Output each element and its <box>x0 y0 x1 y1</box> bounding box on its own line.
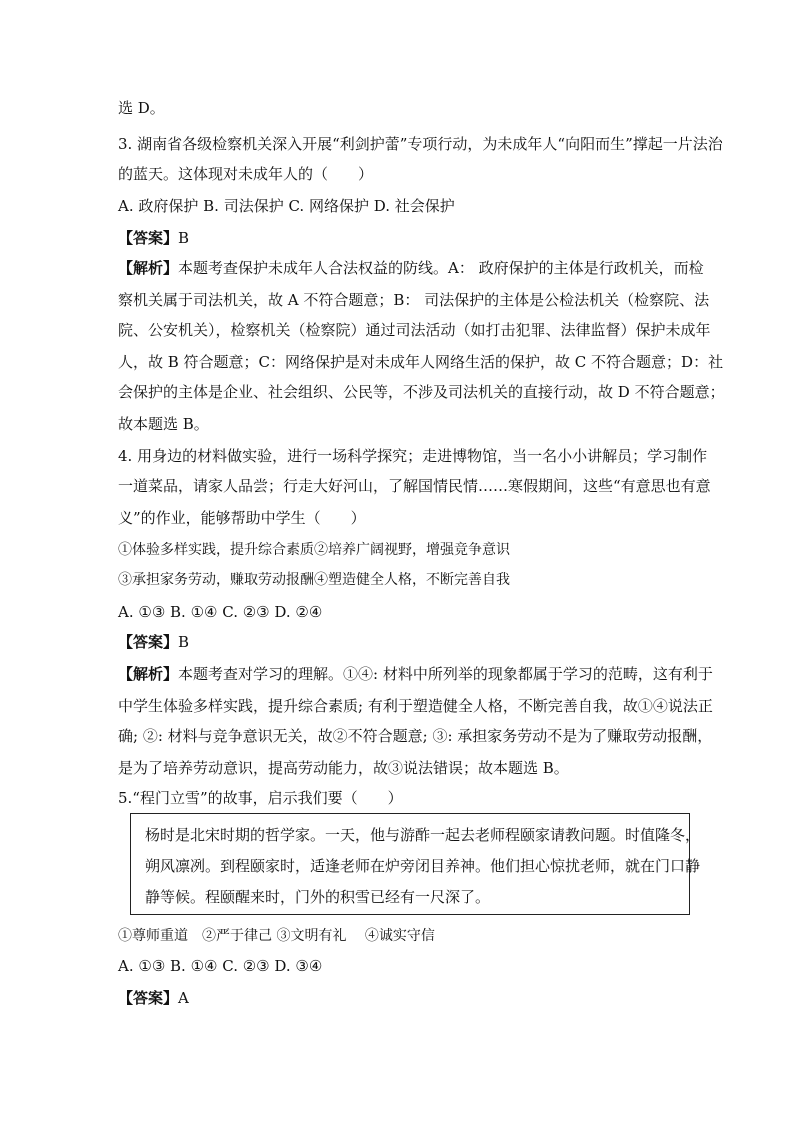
answer-tag: 【答案】 <box>118 989 179 1007</box>
material-line: 朔风凛冽。到程颐家时，适逢老师在炉旁闭目养神。他们担心惊扰老师，就在门口静 <box>145 857 701 875</box>
question-3-options: A. 政府保护 B. 司法保护 C. 网络保护 D. 社会保护 <box>118 197 455 215</box>
question-4-stem: 4. 用身边的材料做实验，进行一场科学探究；走进博物馆，当一名小小讲解员；学习制作 <box>118 447 708 465</box>
analysis-text: 本题考查对学习的理解。①④: 材料中所列举的现象都属于学习的范畴，这有利于 <box>178 665 713 683</box>
question-4-options: A. ①③ B. ①④ C. ②③ D. ②④ <box>118 603 323 621</box>
material-line: 静等候。程颐醒来时，门外的积雪已经有一尺深了。 <box>145 888 491 906</box>
prev-answer-end: 选 D。 <box>118 99 165 117</box>
question-3-stem: 3. 湖南省各级检察机关深入开展“利剑护蕾”专项行动，为未成年人“向阳而生”撑起一片法治 <box>118 135 723 153</box>
answer-value: B <box>178 229 190 247</box>
answer-value: A <box>178 989 189 1007</box>
answer-tag: 【答案】 <box>118 229 179 247</box>
question-5-answer <box>118 988 189 1008</box>
question-4-statements: ①体验多样实践，提升综合素质②培养广阔视野，增强竞争意识 <box>118 542 510 558</box>
analysis-line: 人，故 B 符合题意；C：网络保护是对未成年人网络生活的保护，故 C 不符合题意；D：社 <box>118 353 724 371</box>
question-5-statements: ①尊师重道 ②严于律己 ③文明有礼 ④诚实守信 <box>118 928 435 944</box>
question-4-stem-cont: 义”的作业，能够帮助中学生（ ） <box>118 509 366 527</box>
analysis-tag: 【解析】 <box>118 259 179 277</box>
analysis-line: 确; ②: 材料与竞争意识无关，故②不符合题意; ③: 承担家务劳动不是为了赚取劳动报酬， <box>118 727 713 745</box>
material-box <box>130 813 701 915</box>
analysis-line: 会保护的主体是企业、社会组织、公民等，不涉及司法机关的直接行动，故 D 不符合题意； <box>118 383 725 401</box>
analysis-line: 院、公安机关），检察机关（检察院）通过司法活动（如打击犯罪、法律监督）保护未成年 <box>118 321 711 339</box>
analysis-line: 故本题选 B。 <box>118 415 209 433</box>
material-line: 杨时是北宋时期的哲学家。一天，他与游酢一起去老师程颐家请教问题。时值隆冬， <box>145 826 701 844</box>
answer-tag: 【答案】 <box>118 633 179 651</box>
question-5-options: A. ①③ B. ①④ C. ②③ D. ③④ <box>118 957 323 975</box>
answer-value: B <box>178 633 190 651</box>
question-4-statements: ③承担家务劳动，赚取劳动报酬④塑造健全人格，不断完善自我 <box>118 572 510 588</box>
analysis-line: 中学生体验多样实践，提升综合素质; 有利于塑造健全人格，不断完善自我，故①④说法正 <box>118 697 713 715</box>
question-3-answer <box>118 228 189 248</box>
question-3-stem-cont: 的蓝天。这体现对未成年人的（ ） <box>118 165 374 183</box>
question-5-stem: 5.“程门立雪”的故事，启示我们要（ ） <box>118 789 403 807</box>
question-4-answer <box>118 632 189 652</box>
question-4-stem-cont: 一道菜品，请家人品尝；行走大好河山，了解国情民情……寒假期间，这些“有意思也有意 <box>118 477 711 495</box>
question-4-analysis <box>118 664 713 684</box>
analysis-text: 本题考查保护未成年人合法权益的防线。A： 政府保护的主体是行政机关，而检 <box>178 259 704 277</box>
analysis-tag: 【解析】 <box>118 665 179 683</box>
question-3-analysis <box>118 258 704 278</box>
analysis-line: 是为了培养劳动意识，提高劳动能力，故③说法错误；故本题选 B。 <box>118 759 569 777</box>
analysis-line: 察机关属于司法机关，故 A 不符合题意；B： 司法保护的主体是公检法机关（检察院、法 <box>118 291 710 309</box>
